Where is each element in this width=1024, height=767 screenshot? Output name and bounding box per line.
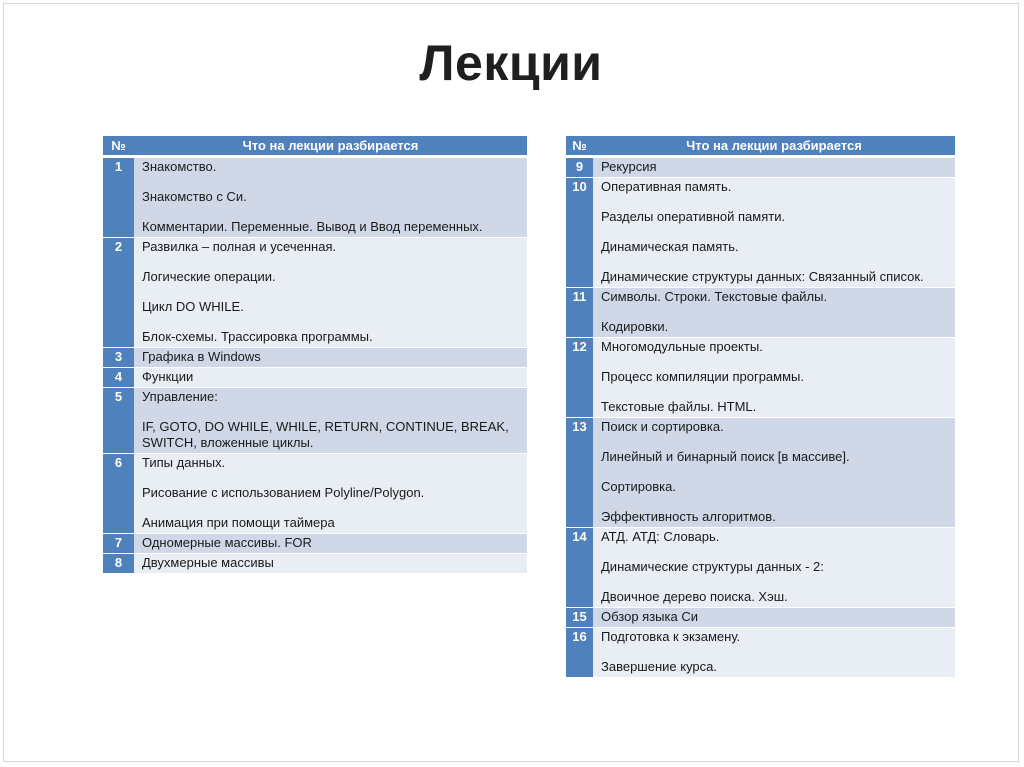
lecture-topics [593,338,955,418]
lecture-topics [134,157,527,238]
table-row [566,178,955,288]
lectures-table-left [103,136,527,574]
column-header-number: № [566,136,593,157]
topic-line: Знакомство. [142,159,217,174]
lecture-topics [134,238,527,348]
topic-line: Текстовые файлы. HTML. [601,399,757,414]
lecture-number: 1 [103,157,134,238]
lecture-topics [593,628,955,678]
topic-line: Подготовка к экзамену. [601,629,741,644]
topic-line: Развилка – полная и усеченная. [142,239,337,254]
topic-line: Рисование с использованием Polyline/Polygon. [142,485,425,500]
topic-line: Процесс компиляции программы. [601,369,804,384]
table-row [103,238,527,348]
topic-line: Обзор языка Си [601,609,698,624]
table-row [103,554,527,574]
lecture-number: 11 [566,288,593,338]
lectures-table-right [566,136,955,678]
topic-line: Эффективность алгоритмов. [601,509,776,524]
topic-line: Поиск и сортировка. [601,419,724,434]
lecture-topics [134,454,527,534]
lecture-topics [593,288,955,338]
topic-line: Динамическая память. [601,239,739,254]
table-row [566,338,955,418]
table-row [103,534,527,554]
topic-line: Цикл DO WHILE. [142,299,244,314]
topic-line: Функции [142,369,194,384]
table-row [103,368,527,388]
lecture-number: 3 [103,348,134,368]
lecture-number: 10 [566,178,593,288]
topic-line: Динамические структуры данных: Связанный список. [601,269,924,284]
lecture-number: 14 [566,528,593,608]
topic-line: АТД. АТД: Словарь. [601,529,720,544]
lecture-number: 15 [566,608,593,628]
topic-line: Рекурсия [601,159,657,174]
column-header-number: № [103,136,134,157]
lecture-topics [134,388,527,454]
column-header-topic: Что на лекции разбирается [134,136,527,157]
lecture-topics [593,418,955,528]
topic-line: Одномерные массивы. FOR [142,535,312,550]
topic-line: Динамические структуры данных - 2: [601,559,824,574]
topic-line: Блок-схемы. Трассировка программы. [142,329,373,344]
topic-line: Линейный и бинарный поиск [в массиве]. [601,449,850,464]
topic-line: Оперативная память. [601,179,732,194]
topic-line: Анимация при помощи таймера [142,515,335,530]
table-row [103,388,527,454]
table-body [566,157,955,678]
lecture-number: 5 [103,388,134,454]
table-row [103,157,527,238]
topic-line: Символы. Строки. Текстовые файлы. [601,289,828,304]
lecture-number: 6 [103,454,134,534]
lecture-topics [593,157,955,178]
page-title: Лекции [419,35,603,91]
table-row [566,418,955,528]
lecture-number: 8 [103,554,134,574]
topic-line: Комментарии. Переменные. Вывод и Ввод переменных. [142,219,483,234]
topic-line: Кодировки. [601,319,669,334]
lecture-number: 13 [566,418,593,528]
lecture-number: 7 [103,534,134,554]
lecture-number: 12 [566,338,593,418]
table-header-row [566,136,955,157]
column-header-topic: Что на лекции разбирается [593,136,955,157]
table-row [566,628,955,678]
table-row [103,348,527,368]
topic-line: Управление: [142,389,218,404]
lecture-topics [593,528,955,608]
lecture-topics [134,348,527,368]
lecture-number: 2 [103,238,134,348]
table-body [103,157,527,574]
lecture-topics [593,178,955,288]
topic-line: Разделы оперативной памяти. [601,209,786,224]
topic-line: Многомодульные проекты. [601,339,763,354]
topic-line: Графика в Windows [142,349,261,364]
lecture-topics [134,554,527,574]
lecture-number: 4 [103,368,134,388]
topic-line: Знакомство с Си. [142,189,247,204]
lecture-topics [593,608,955,628]
topic-line: Завершение курса. [601,659,718,674]
lecture-number: 16 [566,628,593,678]
topic-line: Логические операции. [142,269,276,284]
table-row [566,288,955,338]
slide [3,3,1019,762]
table-row [103,454,527,534]
lecture-topics [134,368,527,388]
topic-line: Двоичное дерево поиска. Хэш. [601,589,788,604]
topic-line: Сортировка. [601,479,676,494]
table-row [566,157,955,178]
table-row [566,608,955,628]
lecture-number: 9 [566,157,593,178]
topic-line: Типы данных. [142,455,226,470]
topic-line: Двухмерные массивы [142,555,274,570]
table-row [566,528,955,608]
lecture-topics [134,534,527,554]
topic-line: IF, GOTO, DO WHILE, WHILE, RETURN, CONTINUE, BREAK, SWITCH, вложенные циклы. [142,419,509,450]
table-header-row [103,136,527,157]
